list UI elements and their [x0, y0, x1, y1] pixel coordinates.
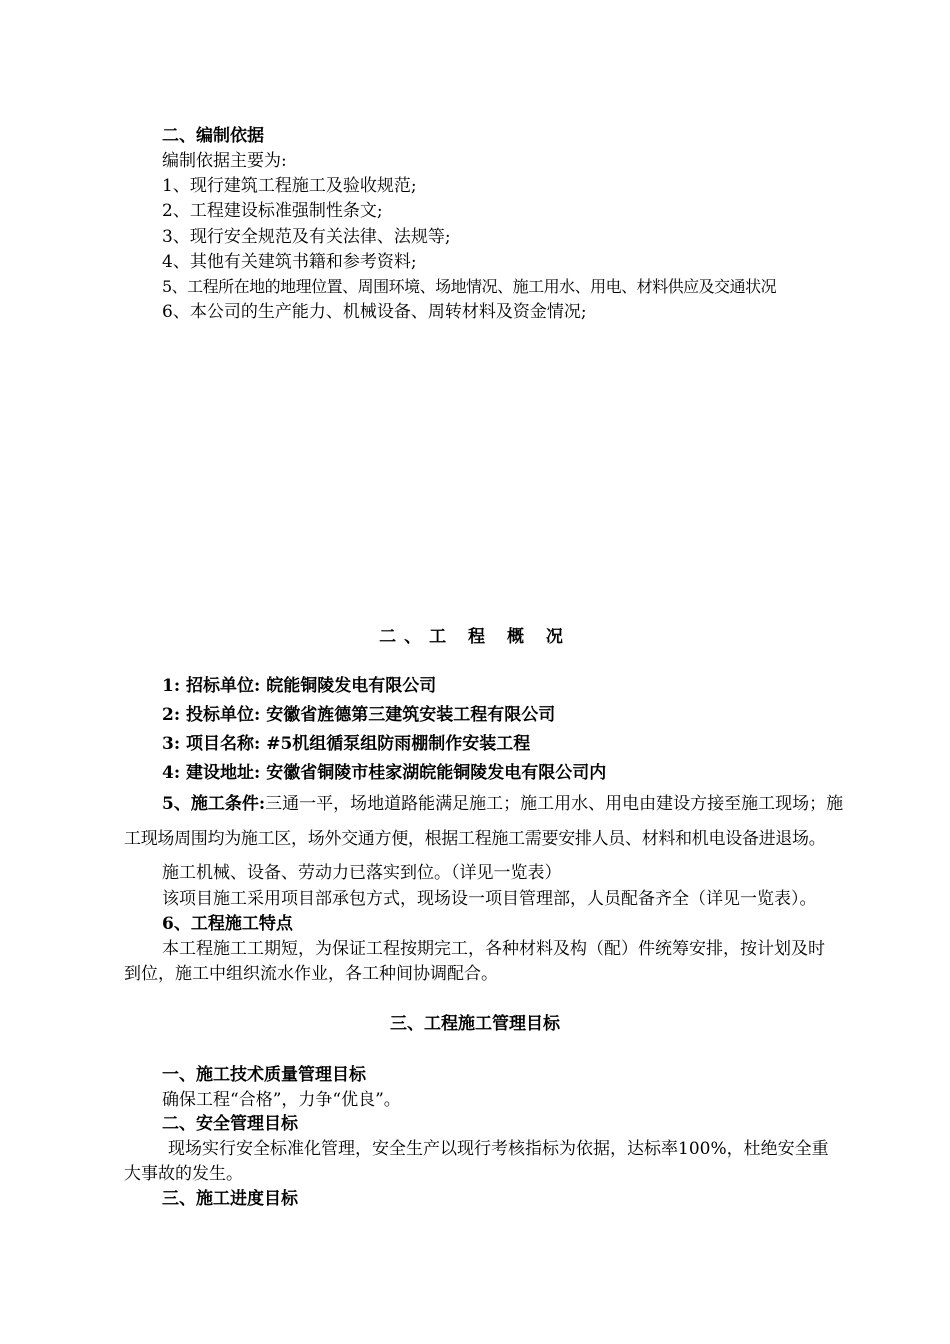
overview-title: 二、工 程 概 况	[379, 627, 571, 647]
safety-heading: 二、安全管理目标	[162, 1114, 298, 1134]
safety-line2: 大事故的发生。	[124, 1164, 243, 1184]
conditions-paragraph-line4: 该项目施工采用项目部承包方式，现场设一项目管理部，人员配备齐全（详见一览表）。	[162, 889, 817, 909]
features-heading: 6、工程施工特点	[162, 914, 293, 934]
conditions-label: 5、施工条件:	[162, 794, 266, 814]
conditions-paragraph-line2: 工现场周围均为施工区，场外交通方便，根据工程施工需要安排人员、材料和机电设备进退场。	[124, 829, 826, 849]
fact-site-address	[162, 762, 606, 784]
fact-project-name	[162, 733, 530, 755]
conditions-text: 三通一平，场地道路能满足施工；施工用水、用电由建设方接至施工现场；施	[265, 794, 844, 814]
basis-heading: 二、编制依据	[162, 126, 264, 146]
fact-value: 安徽省旌德第三建筑安装工程有限公司	[266, 705, 556, 725]
basis-item-4: 4、其他有关建筑书籍和参考资料;	[162, 252, 417, 272]
fact-label: 4: 建设地址:	[162, 763, 261, 783]
fact-label: 3: 项目名称:	[162, 734, 261, 754]
schedule-heading: 三、施工进度目标	[162, 1189, 298, 1209]
basis-intro: 编制依据主要为:	[162, 151, 287, 171]
features-line1: 本工程施工工期短，为保证工程按期完工，各种材料及构（配）件统筹安排，按计划及时	[162, 939, 825, 959]
basis-item-6: 6、本公司的生产能力、机械设备、周转材料及资金情况;	[162, 302, 587, 322]
basis-item-3: 3、现行安全规范及有关法律、法规等;	[162, 227, 451, 247]
fact-value: 安徽省铜陵市桂家湖皖能铜陵发电有限公司内	[266, 763, 607, 783]
conditions-paragraph-line1	[162, 793, 843, 815]
quality-text: 确保工程“合格”，力争“优良”。	[162, 1090, 401, 1110]
fact-tender-unit	[162, 675, 436, 697]
basis-item-1: 1、现行建筑工程施工及验收规范;	[162, 176, 417, 196]
fact-label: 2: 投标单位:	[162, 705, 261, 725]
goals-title: 三、工程施工管理目标	[390, 1014, 560, 1034]
basis-item-2: 2、工程建设标准强制性条文;	[162, 201, 383, 221]
basis-item-5: 5、工程所在地的地理位置、周围环境、场地情况、施工用水、用电、材料供应及交通状况	[162, 277, 777, 296]
safety-line1: 现场实行安全标准化管理，安全生产以现行考核指标为依据，达标率100%，杜绝安全重	[168, 1139, 829, 1159]
fact-bidder-unit	[162, 704, 555, 726]
features-line2: 到位，施工中组织流水作业，各工种间协调配合。	[124, 964, 498, 984]
quality-heading: 一、施工技术质量管理目标	[162, 1065, 366, 1085]
fact-label: 1: 招标单位:	[162, 676, 261, 696]
conditions-paragraph-line3: 施工机械、设备、劳动力已落实到位。（详见一览表）	[162, 863, 562, 883]
fact-value: 皖能铜陵发电有限公司	[266, 676, 437, 696]
fact-value: #5机组循泵组防雨棚制作安装工程	[266, 734, 531, 754]
